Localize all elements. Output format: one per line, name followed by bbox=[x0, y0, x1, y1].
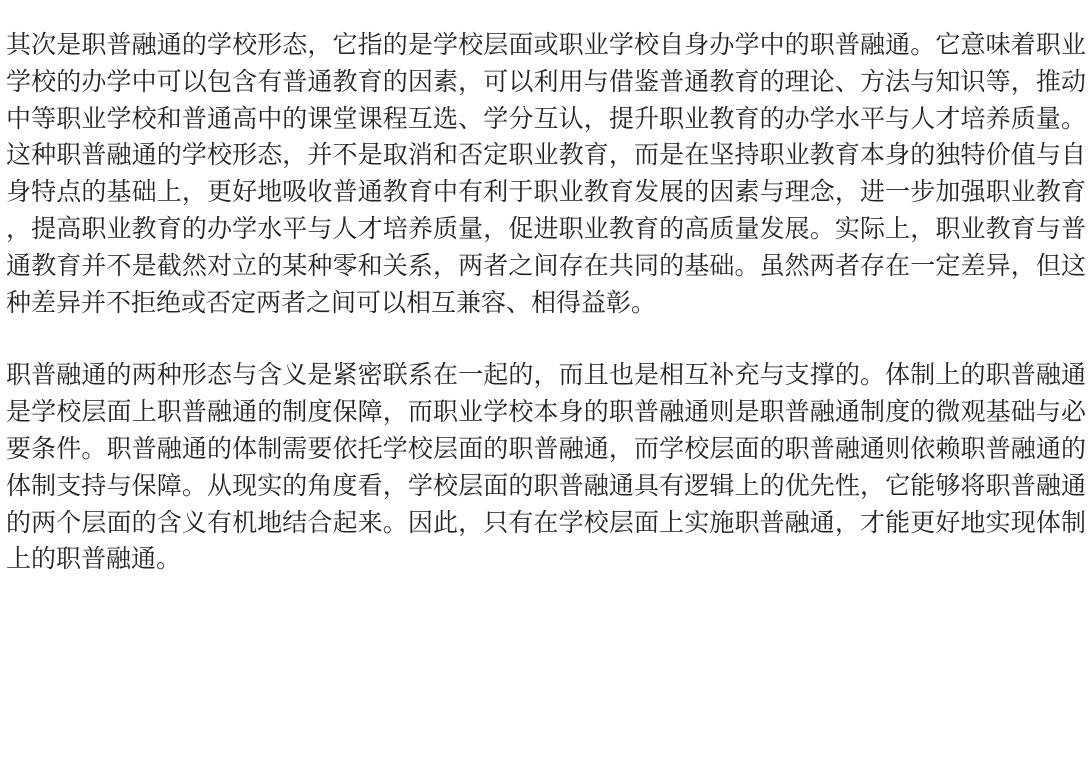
article-body bbox=[6, 27, 1086, 578]
paragraph-two-forms-relation: 职普融通的两种形态与含义是紧密联系在一起的，而且也是相互补充与支撑的。体制上的职普融通是学校层面上职普融通的制度保障，而职业学校本身的职普融通则是职普融通制度的微观基础与必要条件。职普融通的体制需要依托学校层面的职普融通，而学校层面的职普融通则依赖职普融通的体制支持与保障。从现实的角度看，学校层面的职普融通具有逻辑上的优先性，它能够将职普融通的两个层面的含义有机地结合起来。因此，只有在学校层面上实施职普融通，才能更好地实现体制上的职普融通。 bbox=[6, 360, 1086, 574]
paragraph-school-form: 其次是职普融通的学校形态，它指的是学校层面或职业学校自身办学中的职普融通。它意味着职业学校的办学中可以包含有普通教育的因素，可以利用与借鉴普通教育的理论、方法与知识等，推动中等职业学校和普通高中的课堂课程互选、学分互认，提升职业教育的办学水平与人才培养质量。这种职普融通的学校形态，并不是取消和否定职业教育，而是在坚持职业教育本身的独特价值与自身特点的基础上，更好地吸收普通教育中有利于职业教育发展的因素与理念，进一步加强职业教育，提高职业教育的办学水平与人才培养质量，促进职业教育的高质量发展。实际上，职业教育与普通教育并不是截然对立的某种零和关系，两者之间存在共同的基础。虽然两者存在一定差异，但这种差异并不拒绝或否定两者之间可以相互兼容、相得益彰。 bbox=[6, 30, 1086, 317]
